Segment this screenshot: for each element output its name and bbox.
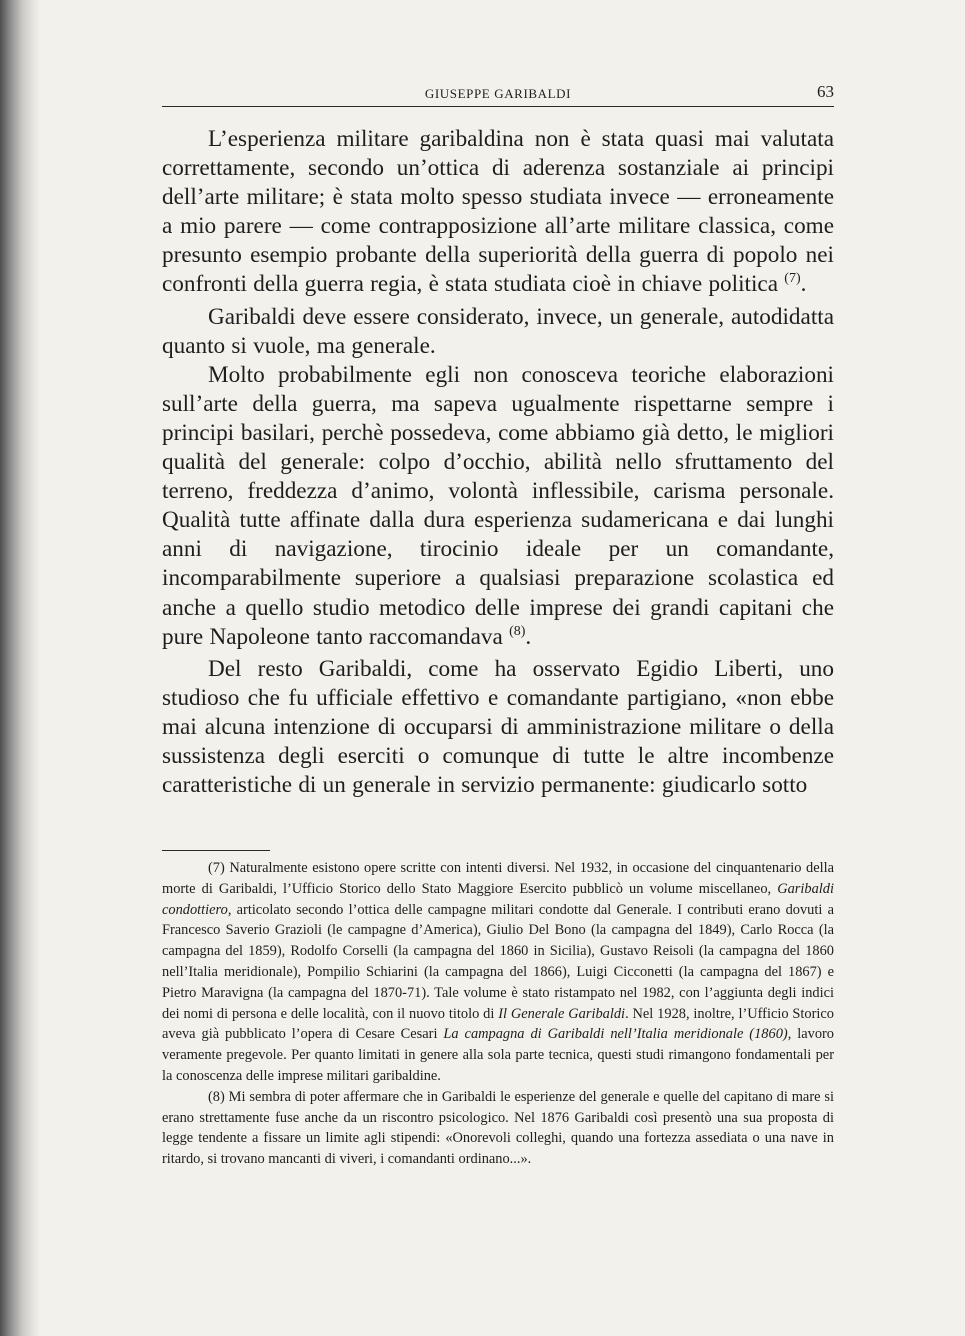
paragraph-4: Del resto Garibaldi, come ha osservato Egidio Liberti, uno studioso che fu ufficiale effettivo e comandante partigiano, «non ebbe mai alcuna intenzione di occuparsi di amministrazione militare o della sussistenza degli eserciti o comunque di tutte le altre incombenze caratteristiche di un generale in servizio permanente: giudicarlo sotto [162,655,834,799]
main-text [162,125,834,800]
footnote-8: (8) Mi sembra di poter affermare che in Garibaldi le esperienze del generale e quelle del capitano di mare si erano strettamente fuse anche da un riscontro psicologico. Nel 1876 Garibaldi così presentò una sua proposta di legge tendente a fissare un limite agli stipendi: «Onorevoli colleghi, quando una fortezza assediata o una nave in ritardo, si trovano mancanti di viveri, i comandanti ordinano...». [162,1088,834,1168]
footnote-7 [162,858,834,1087]
paragraph-1-end: . [800,271,807,298]
footnote-7-part-c: . Nel 1928, inoltre, l’Ufficio Storico aveva già pubblicato l’opera di Cesare Cesari [162,1005,834,1043]
paragraph-3-text: Molto probabilmente egli non conosceva teoriche elaborazioni sull’arte della guerra, ma sapeva ugualmente rispettarne sempre i principi basilari, perchè possedeva, come abbiamo già detto, le migliori qualità del generale: colpo d’occhio, abilità nello sfruttamento del terreno, freddezza d’animo, volontà inflessibile, carisma personale. Qualità tutte affinate dalla dura esperienza sudamericana e dai lunghi anni di navigazione, tirocinio ideale per un comandante, incomparabilmente superiore a qualsiasi preparazione scolastica ed anche a quello studio metodico delle imprese dei grandi capitani che pure Napoleone tanto raccomandava [162,361,834,650]
footnote-7-title-3: La campagna di Garibaldi nell’Italia meridionale (1860) [443,1026,788,1043]
book-binding-shadow [0,0,40,1336]
footnote-ref-8: (8) [509,623,526,639]
running-header [162,80,834,107]
footnote-7-title-2: Il Generale Garibaldi [498,1005,626,1022]
paragraph-1-text: L’esperienza militare garibaldina non è stata quasi mai valutata correttamente, secondo un’ottica di aderenza sostanziale ai principi dell’arte militare; è stata molto spesso studiata invece — erroneamente a mio parere — come contrapposizione all’arte militare classica, come presunto esempio probante della superiorità della guerra di popolo nei confronti della guerra regia, è stata studiata cioè in chiave politica [162,126,834,298]
footnote-7-part-b: , articolato secondo l’ottica delle campagne militari condotte dal Generale. I contributi erano dovuti a Francesco Saverio Grazioli (le campagne d’America), Giulio Del Bono (la campagna del 1849), Carlo Rocca (la campagna del 1859), Rodolfo Corselli (la campagna del 1860 in Sicilia), Gustavo Reisoli (la campagna del 1860 nell’Italia meridionale), Pompilio Schiarini (la campagna del 1866), Luigi Cicconetti (la campagna del 1867) e Pietro Maravigna (la campagna del 1870-71). Tale volume è stato ristampato nel 1982, con l’aggiunta degli indici dei nomi di persona e delle località, con il nuovo titolo di [162,901,834,1022]
footnote-7-title-1: Garibaldi condottiero [162,880,834,918]
footnotes [162,858,834,1170]
paragraph-1 [162,125,834,303]
footnote-7-part-d: , lavoro veramente pregevole. Per quanto limitati in genere alla sola parte tecnica, questi studi rimangono fondamentali per la conoscenza delle imprese militari garibaldine. [162,1026,834,1084]
footnote-separator [162,850,270,851]
footnote-7-part-a: (7) Naturalmente esistono opere scritte con intenti diversi. Nel 1932, in occasione del cinquantenario della morte di Garibaldi, l’Ufficio Storico dello Stato Maggiore Esercito pubblicò un volume miscellaneo, [162,860,834,897]
running-title: GIUSEPPE GARIBALDI [424,86,572,101]
paragraph-2: Garibaldi deve essere considerato, invece, un generale, autodidatta quanto si vuole, ma generale. [162,303,834,359]
paragraph-3-end: . [525,623,532,650]
footnote-ref-7: (7) [784,271,801,287]
paragraph-3 [162,361,834,655]
page-number: 63 [817,82,834,101]
